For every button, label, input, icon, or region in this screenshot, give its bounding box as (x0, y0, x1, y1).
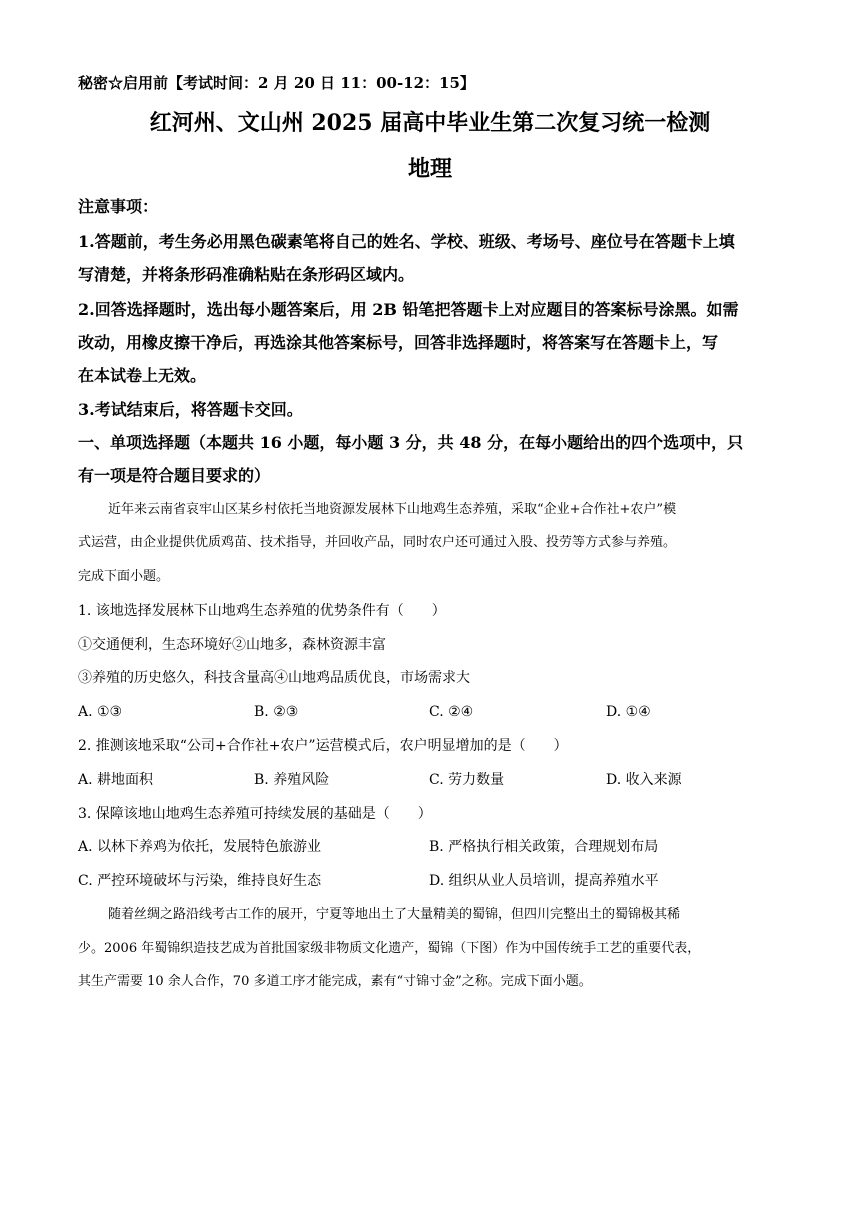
passage-1-line-3: 完成下面小题。 (78, 569, 170, 584)
question-3-option-a: A. 以林下养鸡为依托，发展特色旅游业 (78, 839, 322, 855)
passage-1-line-2: 式运营，由企业提供优质鸡苗、技术指导，并回收产品，同时农户还可通过入股、投劳等方式参与养殖。 (78, 535, 677, 550)
question-2-option-a: A. 耕地面积 (78, 772, 154, 788)
passage-2-line-2: 少。2006 年蜀锦织造技艺成为首批国家级非物质文化遗产，蜀锦（下图）作为中国传统手工艺的重要代表， (78, 941, 701, 956)
question-2-option-c: C. 劳力数量 (429, 772, 505, 788)
question-2-option-d: D. 收入来源 (606, 772, 682, 788)
question-1-conditions-line-1: ①交通便利，生态环境好②山地多，森林资源丰富 (78, 637, 386, 653)
question-1-option-d: D. ①④ (606, 704, 651, 720)
question-3-option-d: D. 组织从业人员培训，提高养殖水平 (429, 873, 659, 889)
passage-2-line-1: 随着丝绸之路沿线考古工作的展开，宁夏等地出土了大量精美的蜀锦，但四川完整出土的蜀锦极其稀 (108, 907, 681, 922)
notice-item-3: 3.考试结束后，将答题卡交回。 (78, 400, 303, 419)
passage-1-line-1: 近年来云南省哀牢山区某乡村依托当地资源发展林下山地鸡生态养殖，采取“企业+合作社+农户”模 (108, 502, 677, 517)
question-1-option-a: A. ①③ (78, 704, 123, 720)
confidential-header: 秘密☆启用前【考试时间：2 月 20 日 11：00-12：15】 (78, 74, 475, 92)
question-1-stem: 1. 该地选择发展林下山地鸡生态养殖的优势条件有（ ） (78, 603, 446, 619)
question-3-option-c: C. 严控环境破坏与污染，维持良好生态 (78, 873, 322, 889)
question-3-option-b: B. 严格执行相关政策，合理规划布局 (429, 839, 659, 855)
notice-item-1-line-1: 1.答题前，考生务必用黑色碳素笔将自己的姓名、学校、班级、考场号、座位号在答题卡上填 (78, 232, 735, 251)
notice-item-2-line-1: 2.回答选择题时，选出每小题答案后，用 2B 铅笔把答题卡上对应题目的答案标号涂黑。如需 (78, 300, 739, 319)
section-heading-line-1: 一、单项选择题（本题共 16 小题，每小题 3 分，共 48 分，在每小题给出的四个选项中，只 (78, 433, 744, 452)
question-2-stem: 2. 推测该地采取“公司+合作社+农户”运营模式后，农户明显增加的是（ ） (78, 738, 568, 754)
question-1-option-c: C. ②④ (429, 704, 474, 720)
section-heading-line-2: 有一项是符合题目要求的） (78, 466, 271, 485)
notice-heading: 注意事项： (78, 197, 159, 216)
notice-item-2-line-3: 在本试卷上无效。 (78, 366, 207, 385)
notice-item-2-line-2: 改动，用橡皮擦干净后，再选涂其他答案标号，回答非选择题时，将答案写在答题卡上，写 (78, 333, 719, 352)
notice-item-1-line-2: 写清楚，并将条形码准确粘贴在条形码区域内。 (78, 265, 415, 284)
question-3-stem: 3. 保障该地山地鸡生态养殖可持续发展的基础是（ ） (78, 806, 432, 822)
passage-2-line-3: 其生产需要 10 余人合作，70 多道工序才能完成，素有“寸锦寸金”之称。完成下面小题。 (78, 974, 592, 989)
subject-title: 地理 (407, 156, 452, 182)
exam-title: 红河州、文山州 2025 届高中毕业生第二次复习统一检测 (149, 110, 711, 136)
question-1-option-b: B. ②③ (254, 704, 299, 720)
question-2-option-b: B. 养殖风险 (254, 772, 330, 788)
question-1-conditions-line-2: ③养殖的历史悠久，科技含量高④山地鸡品质优良，市场需求大 (78, 670, 470, 686)
